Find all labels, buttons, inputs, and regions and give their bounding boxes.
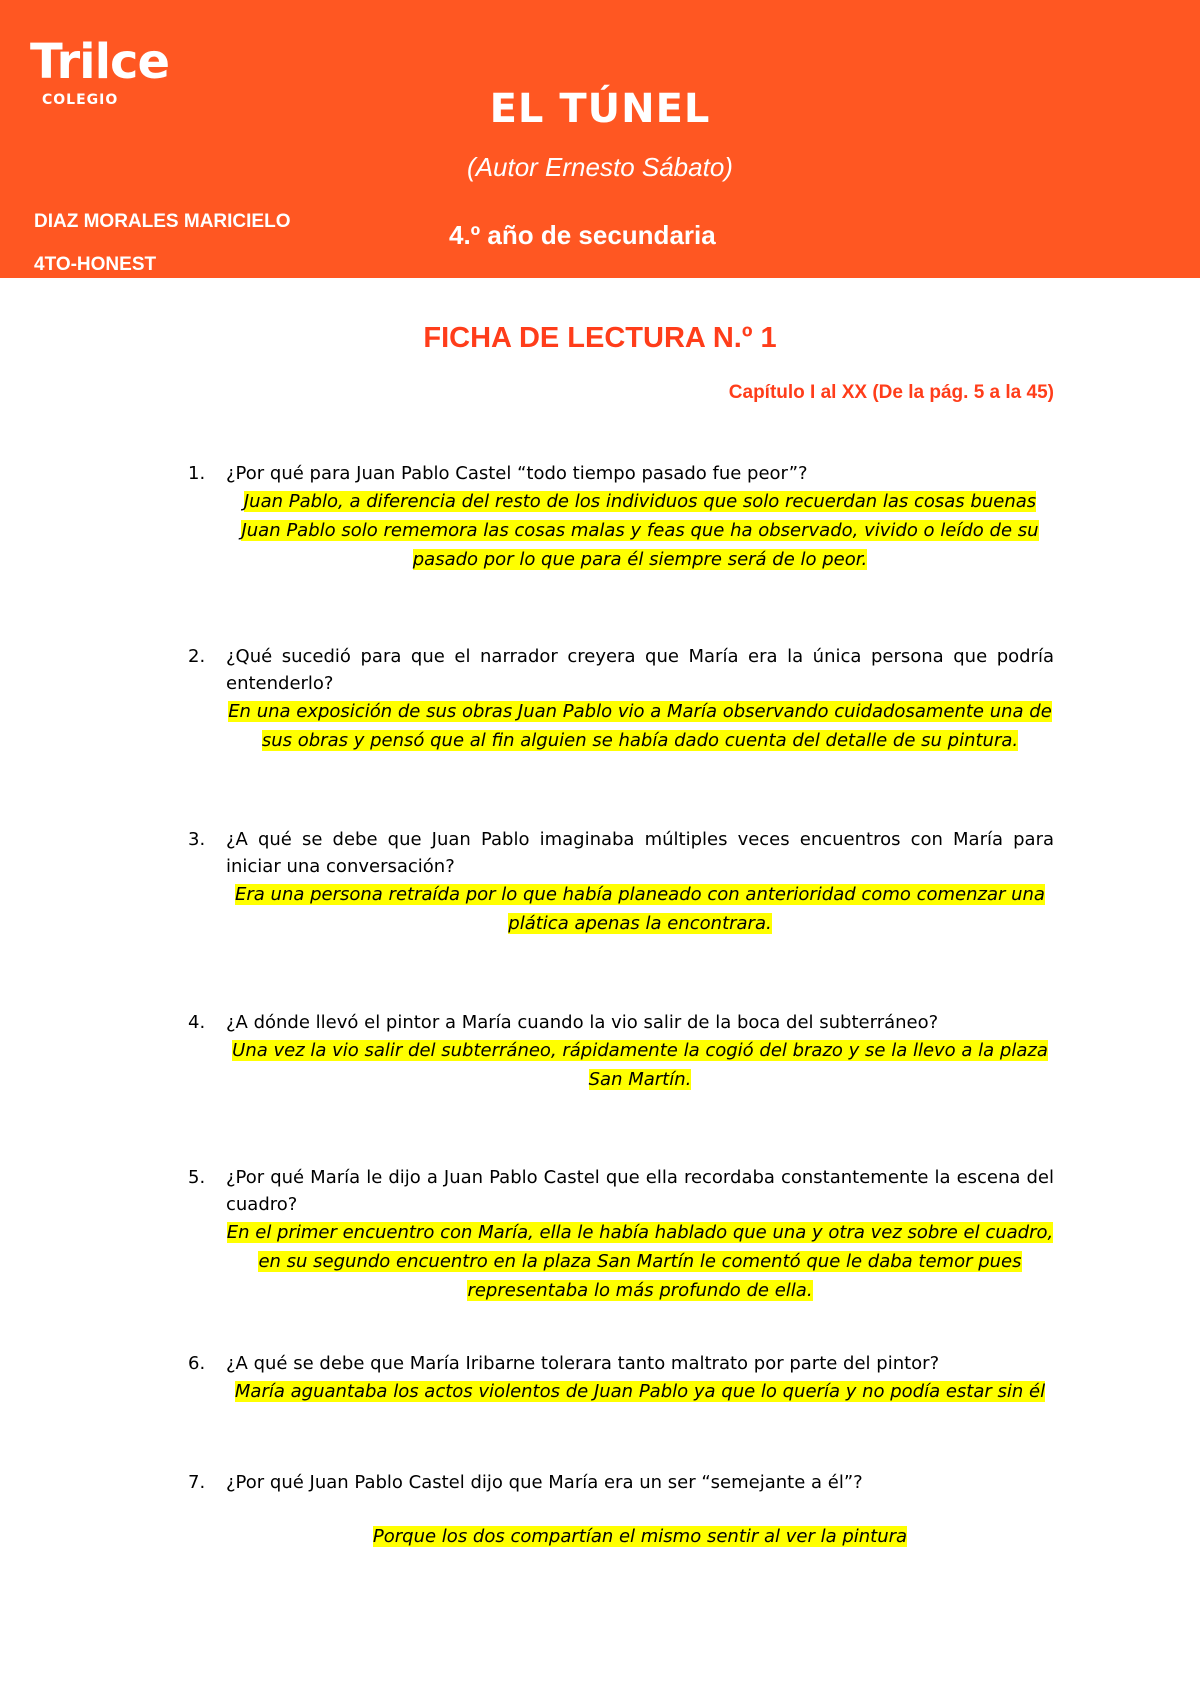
question-text: ¿Por qué María le dijo a Juan Pablo Castel que ella recordaba constantemente la escena del cuadro? xyxy=(226,1167,1054,1215)
question-text: ¿A qué se debe que María Iribarne tolerara tanto maltrato por parte del pintor? xyxy=(226,1353,940,1374)
sheet-title: FICHA DE LECTURA N.º 1 xyxy=(423,322,777,354)
question-text: ¿A dónde llevó el pintor a María cuando la vio salir de la boca del subterráneo? xyxy=(226,1012,939,1033)
answer-highlight: Juan Pablo, a diferencia del resto de los individuos que solo recuerdan las cosas buenas Juan Pablo solo rememora las cosas malas y feas que ha observado, vivido o leído de su pasado por lo que para él siempre será de lo peor. xyxy=(241,491,1039,570)
grade-level: 4.º año de secundaria xyxy=(449,220,716,250)
question-text: ¿Por qué para Juan Pablo Castel “todo tiempo pasado fue peor”? xyxy=(226,463,808,484)
question-text: ¿Qué sucedió para que el narrador creyera que María era la única persona que podría entenderlo? xyxy=(226,646,1054,694)
student-section: 4TO-HONEST xyxy=(34,254,157,275)
book-author: (Autor Ernesto Sábato) xyxy=(467,152,733,182)
question-number: 2. xyxy=(188,646,206,667)
question-number: 1. xyxy=(188,463,206,484)
answer-highlight: María aguantaba los actos violentos de Juan Pablo ya que lo quería y no podía estar sin él xyxy=(234,1381,1046,1402)
answer-highlight: En una exposición de sus obras Juan Pablo vio a María observando cuidadosamente una de sus obras y pensó que al fin alguien se había dado cuenta del detalle de su pintura. xyxy=(228,701,1052,751)
question-number: 4. xyxy=(188,1012,206,1033)
answer-text xyxy=(226,487,1054,574)
chapter-range: Capítulo I al XX (De la pág. 5 a la 45) xyxy=(728,382,1054,403)
question-number: 7. xyxy=(188,1472,206,1493)
answer-text xyxy=(226,880,1054,938)
question-item-6 xyxy=(188,1350,1054,1406)
answer-highlight: Porque los dos compartían el mismo sentir al ver la pintura xyxy=(372,1526,908,1547)
answer-text xyxy=(226,1377,1054,1406)
question-item-3 xyxy=(188,826,1054,938)
question-item-4 xyxy=(188,1009,1054,1094)
question-item-7 xyxy=(188,1469,1054,1551)
question-text: ¿Por qué Juan Pablo Castel dijo que María era un ser “semejante a él”? xyxy=(226,1472,863,1493)
answer-text xyxy=(226,1218,1054,1305)
header-banner xyxy=(0,0,1200,278)
book-title: EL TÚNEL xyxy=(489,86,711,132)
question-item-2 xyxy=(188,643,1054,755)
question-item-5 xyxy=(188,1164,1054,1305)
answer-text xyxy=(226,697,1054,755)
answer-highlight: Era una persona retraída por lo que había planeado con anterioridad como comenzar una plática apenas la encontrara. xyxy=(235,884,1045,934)
question-number: 5. xyxy=(188,1167,206,1188)
answer-highlight: En el primer encuentro con María, ella le había hablado que una y otra vez sobre el cuadro, en su segundo encuentro en la plaza San Martín le comentó que le daba temor pues representaba lo más profundo de ella. xyxy=(226,1222,1054,1301)
logo-wordmark: Trilce xyxy=(30,34,170,90)
question-item-1 xyxy=(188,460,1054,574)
answer-text xyxy=(226,1036,1054,1094)
answer-text xyxy=(226,1522,1054,1551)
answer-highlight: Una vez la vio salir del subterráneo, rápidamente la cogió del brazo y se la llevo a la plaza San Martín. xyxy=(232,1040,1048,1090)
question-text: ¿A qué se debe que Juan Pablo imaginaba múltiples veces encuentros con María para iniciar una conversación? xyxy=(226,829,1054,877)
question-number: 6. xyxy=(188,1353,206,1374)
logo-subtitle: COLEGIO xyxy=(42,92,119,108)
question-number: 3. xyxy=(188,829,206,850)
student-name: DIAZ MORALES MARICIELO xyxy=(34,211,291,232)
